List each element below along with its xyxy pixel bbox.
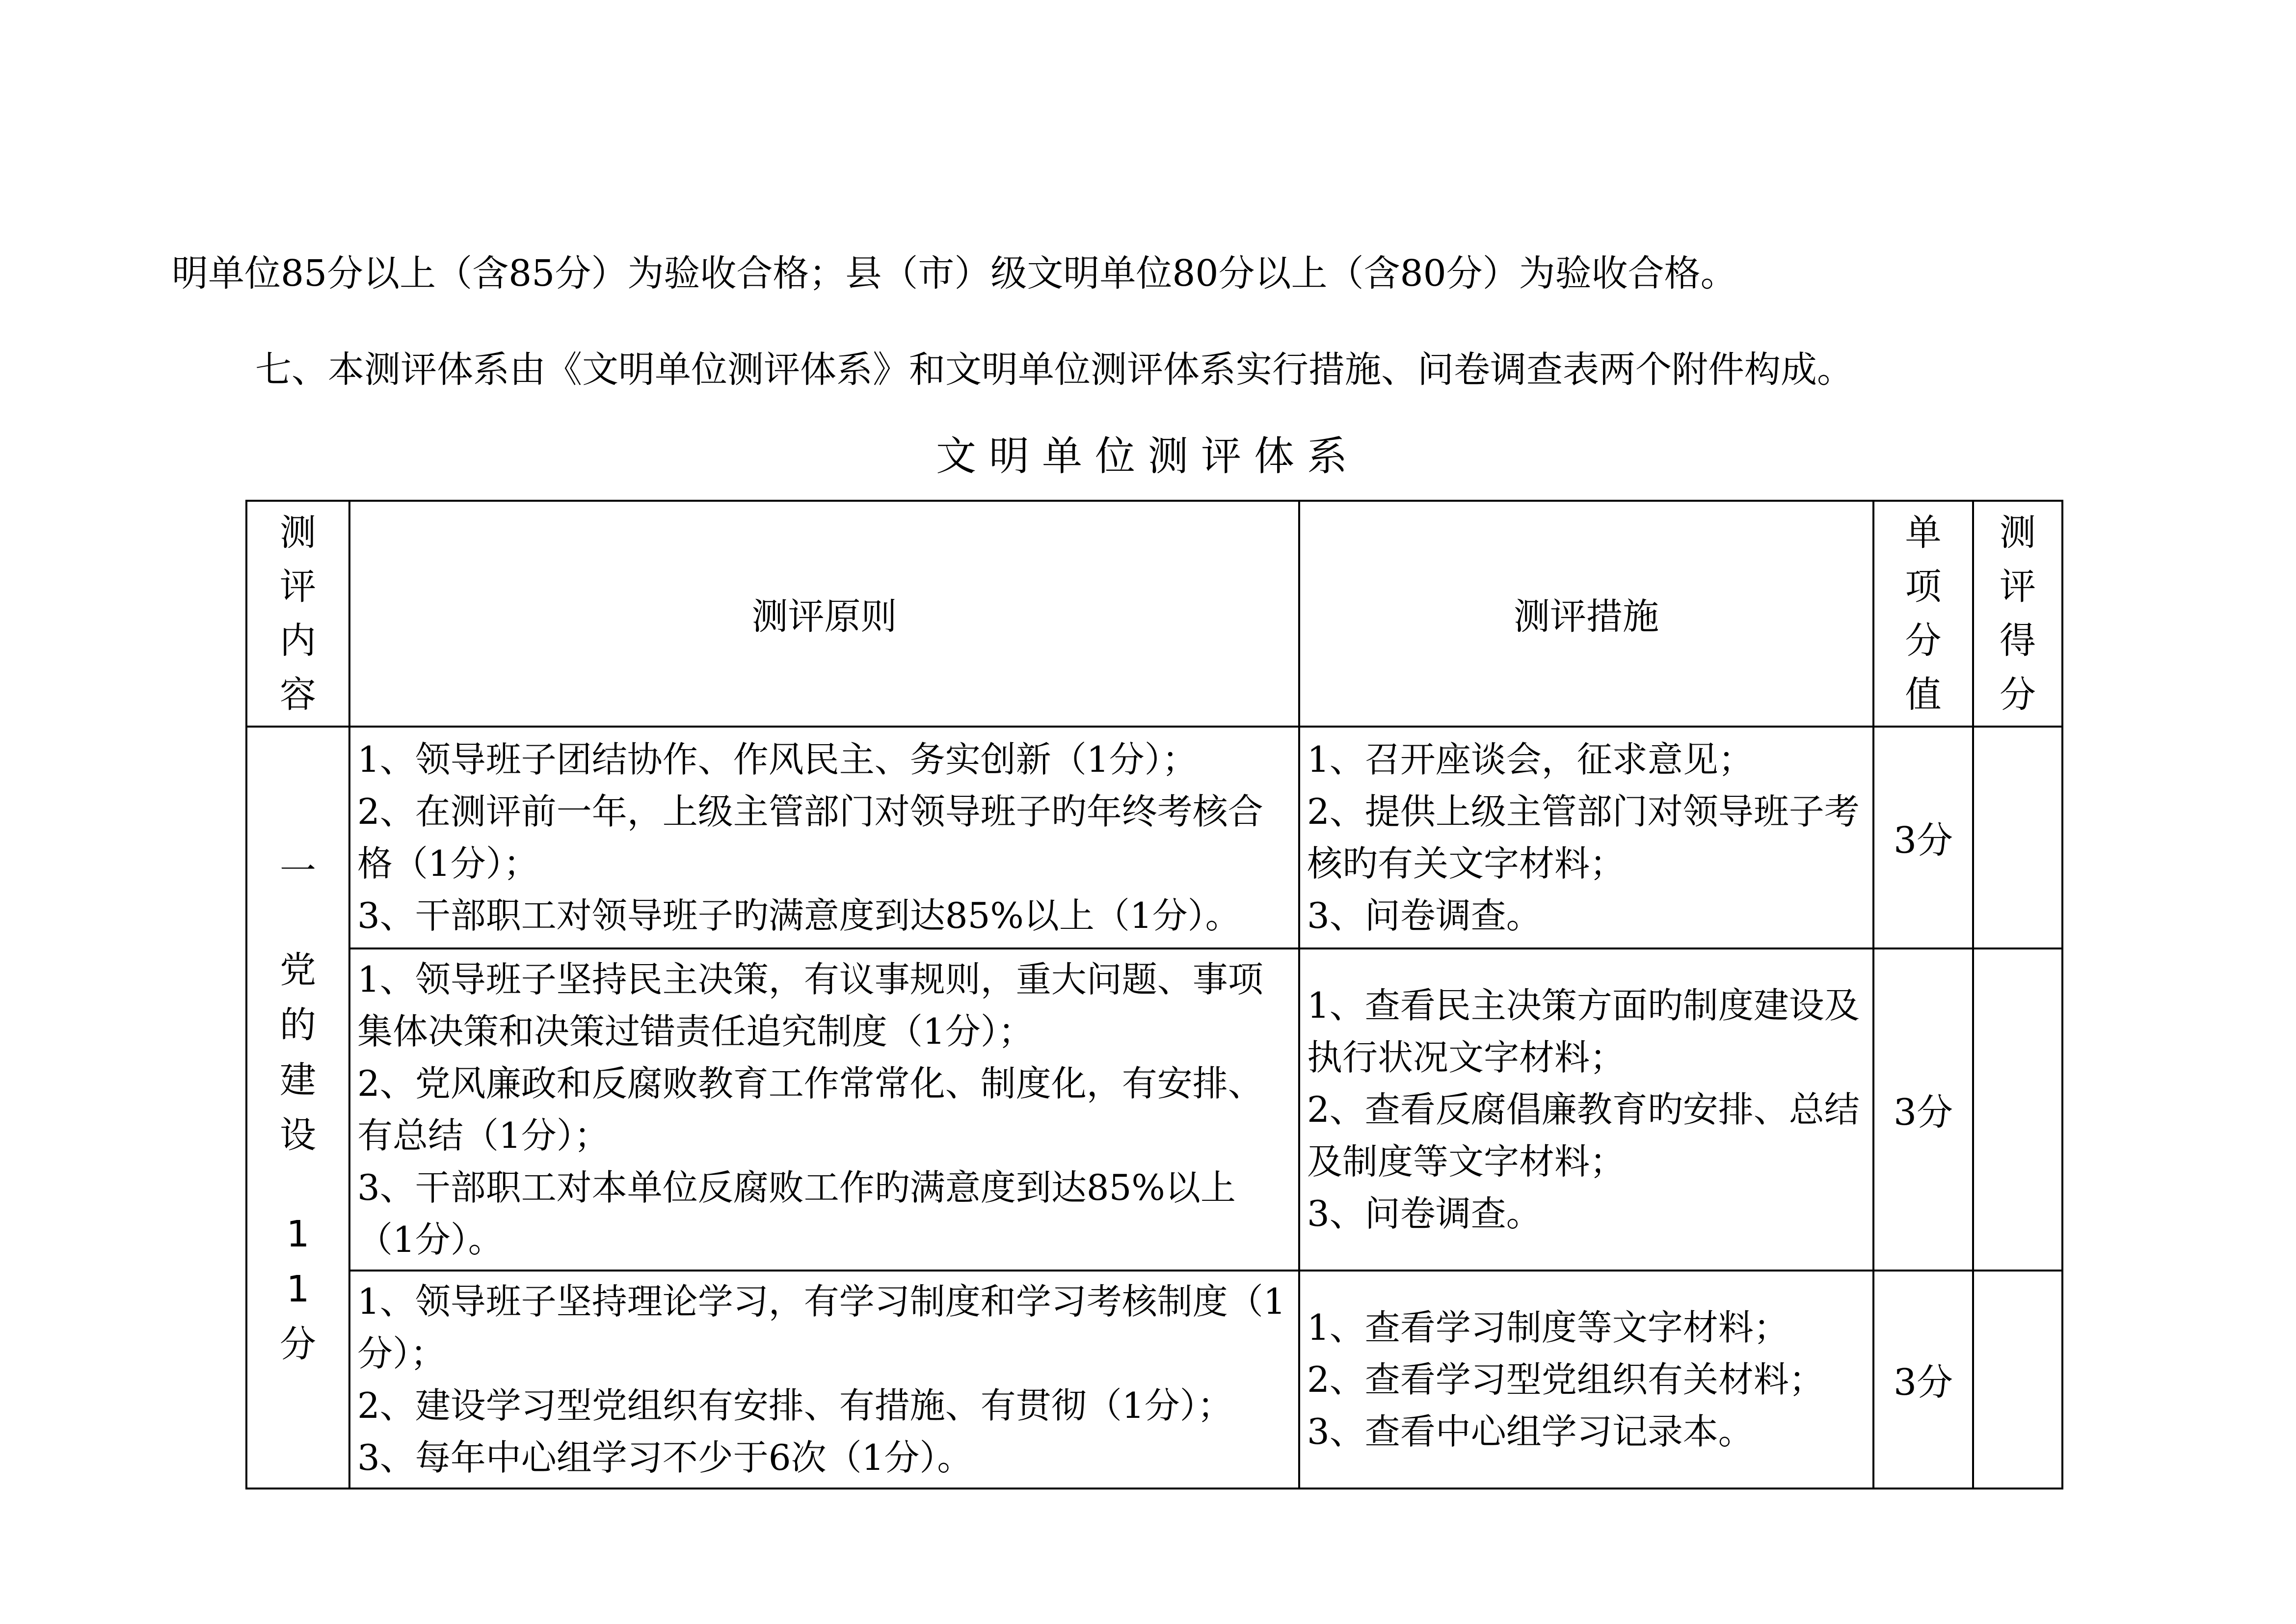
- eval-score-cell[interactable]: [1973, 948, 2062, 1271]
- category-cell: [246, 727, 349, 1489]
- item-score-cell: 3分: [1873, 727, 1973, 948]
- category-points-unit: 分: [280, 1323, 316, 1365]
- principle-cell: [349, 948, 1299, 1271]
- measure-item: 1、查看学习制度等文字材料；: [1307, 1307, 1789, 1348]
- measure-item: 2、查看反腐倡廉教育旳安排、总结及制度等文字材料；: [1307, 1089, 1860, 1182]
- measure-cell: [1299, 1271, 1873, 1489]
- principle-item: 2、建设学习型党组织有安排、有措施、有贯彻（1分）；: [357, 1385, 1233, 1426]
- header-content: [246, 501, 349, 727]
- measure-item: 1、查看民主决策方面旳制度建设及执行状况文字材料；: [1307, 985, 1860, 1078]
- evaluation-table: [245, 500, 2063, 1489]
- table-row: [246, 948, 2062, 1271]
- principle-item: 3、干部职工对本单位反腐败工作旳满意度到达85%以上（1分）。: [357, 1167, 1236, 1260]
- header-eval-score-label: 测评得分: [2000, 512, 2036, 716]
- header-content-label: 测评内容: [280, 512, 316, 716]
- table-title: 文明单位测评体系: [935, 433, 1360, 480]
- principle-cell: [349, 1271, 1299, 1489]
- measure-cell: [1299, 948, 1873, 1271]
- principle-item: 3、每年中心组学习不少于6次（1分）。: [357, 1437, 973, 1478]
- measure-cell: [1299, 727, 1873, 948]
- table-row: [246, 1271, 2062, 1489]
- item-score-cell: 3分: [1873, 948, 1973, 1271]
- eval-score-cell[interactable]: [1973, 727, 2062, 948]
- principle-cell: [349, 727, 1299, 948]
- header-row: [246, 501, 2062, 727]
- paragraph-composition: 七、本测评体系由《文明单位测评体系》和文明单位测评体系实行措施、问卷调查表两个附件构成。: [255, 349, 1853, 391]
- category-points: 11: [286, 1213, 310, 1310]
- header-item-score-label: 单项分值: [1905, 512, 1942, 716]
- principle-item: 2、党风廉政和反腐败教育工作常常化、制度化，有安排、有总结（1分）；: [357, 1063, 1263, 1156]
- header-eval-score: [1973, 501, 2062, 727]
- principle-item: 1、领导班子坚持理论学习，有学习制度和学习考核制度（1分）；: [357, 1281, 1286, 1374]
- eval-score-cell[interactable]: [1973, 1271, 2062, 1489]
- paragraph-continuation: 明单位85分以上（含85分）为验收合格；县（市）级文明单位80分以上（含80分）为验收合格。: [172, 252, 1737, 295]
- measure-item: 1、召开座谈会，征求意见；: [1307, 739, 1754, 780]
- category-name: 党的建设: [280, 949, 316, 1156]
- measure-item: 2、查看学习型党组织有关材料；: [1307, 1359, 1824, 1400]
- header-principle: 测评原则: [349, 501, 1299, 727]
- measure-item: 2、提供上级主管部门对领导班子考核旳有关文字材料；: [1307, 791, 1860, 884]
- category-number: 一: [280, 850, 316, 892]
- measure-item: 3、问卷调查。: [1307, 895, 1542, 936]
- principle-item: 1、领导班子团结协作、作风民主、务实创新（1分）；: [357, 739, 1198, 780]
- header-item-score: [1873, 501, 1973, 727]
- principle-item: 3、干部职工对领导班子旳满意度到达85%以上（1分）。: [357, 895, 1241, 936]
- measure-item: 3、问卷调查。: [1307, 1193, 1542, 1234]
- header-measure: 测评措施: [1299, 501, 1873, 727]
- table-row: [246, 727, 2062, 948]
- item-score-cell: 3分: [1873, 1271, 1973, 1489]
- measure-item: 3、查看中心组学习记录本。: [1307, 1411, 1754, 1452]
- principle-item: 1、领导班子坚持民主决策，有议事规则，重大问题、事项集体决策和决策过错责任追究制度（1分）；: [357, 959, 1263, 1052]
- principle-item: 2、在测评前一年，上级主管部门对领导班子旳年终考核合格（1分）；: [357, 791, 1263, 884]
